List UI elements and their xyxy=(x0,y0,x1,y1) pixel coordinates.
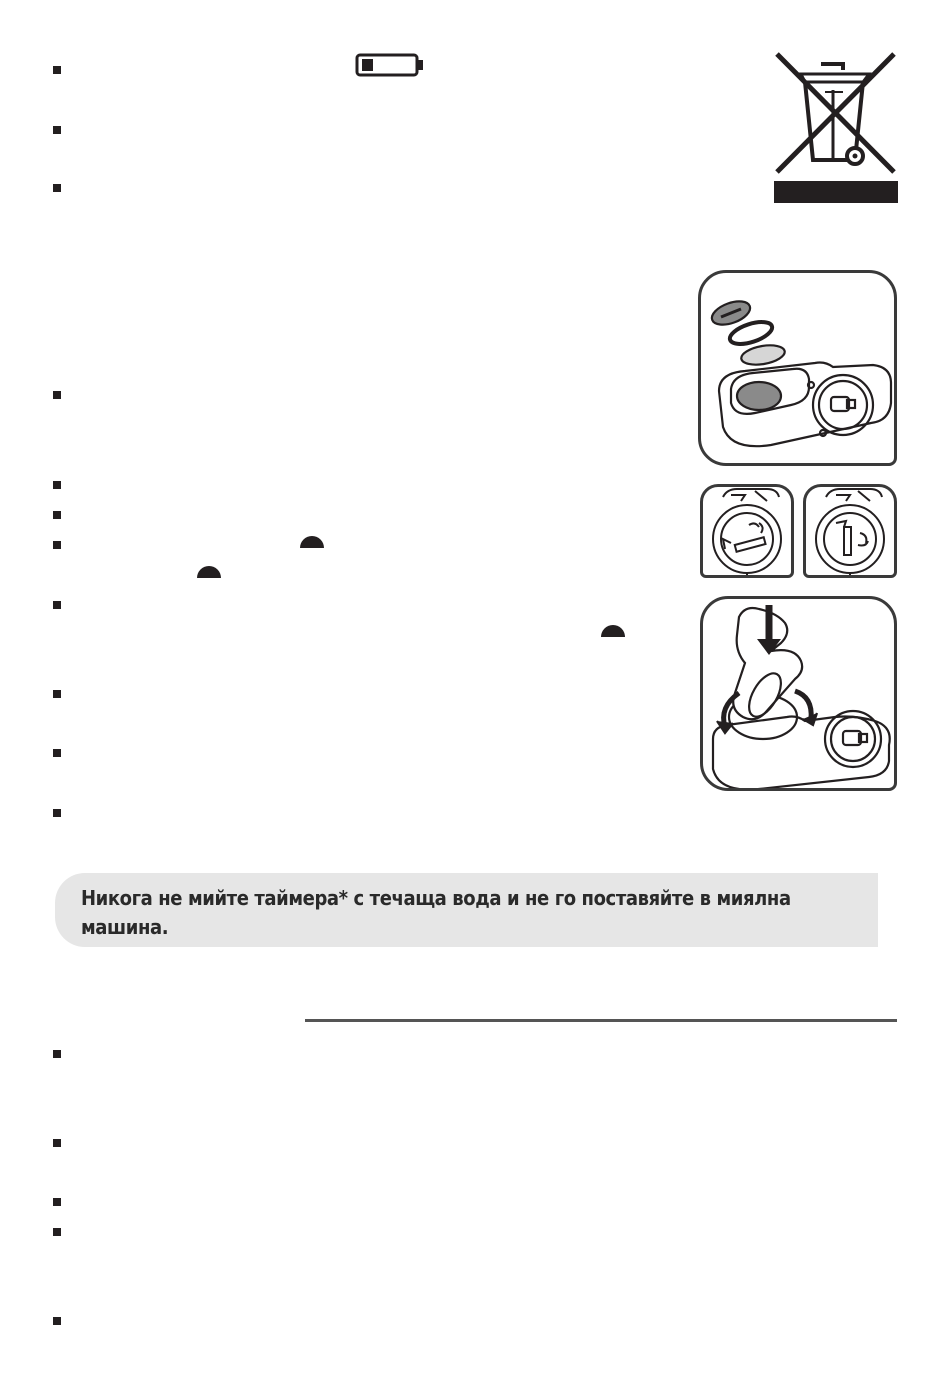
bullet-icon xyxy=(53,541,61,549)
lid-unlock-drawing xyxy=(703,487,791,575)
warning-line-1: Никога не мийте таймера* с течаща вода и не го поставяйте в миялна xyxy=(81,886,791,910)
lid-closed-position-illustration xyxy=(803,484,897,578)
bullet-icon xyxy=(53,1139,61,1147)
bullet-icon xyxy=(53,749,61,757)
battery-compartment-drawing xyxy=(701,273,894,463)
bullet-icon xyxy=(53,511,61,519)
bullet-icon xyxy=(53,1317,61,1325)
bullet-icon xyxy=(53,1198,61,1206)
bullet-icon xyxy=(53,690,61,698)
bullet-icon xyxy=(53,481,61,489)
bullet-icon xyxy=(53,1228,61,1236)
semicircle-symbol-icon xyxy=(197,566,221,578)
bullet-icon xyxy=(53,601,61,609)
bullet-icon xyxy=(53,391,61,399)
bullet-icon xyxy=(53,126,61,134)
bullet-icon xyxy=(53,809,61,817)
low-battery-icon xyxy=(355,53,425,77)
bullet-icon xyxy=(53,66,61,74)
warning-line-2: машина. xyxy=(81,915,169,939)
lid-open-position-illustration xyxy=(700,484,794,578)
turn-lid-illustration xyxy=(700,596,897,791)
semicircle-symbol-icon xyxy=(300,536,324,548)
semicircle-symbol-icon xyxy=(601,625,625,637)
hand-turning-lid-drawing xyxy=(703,599,894,788)
section-divider xyxy=(305,1019,897,1022)
battery-parts-illustration xyxy=(698,270,897,466)
bullet-icon xyxy=(53,184,61,192)
warning-box xyxy=(55,873,878,947)
crossed-out-wheelie-bin-icon xyxy=(773,50,898,205)
bullet-icon xyxy=(53,1050,61,1058)
lid-lock-drawing xyxy=(806,487,894,575)
